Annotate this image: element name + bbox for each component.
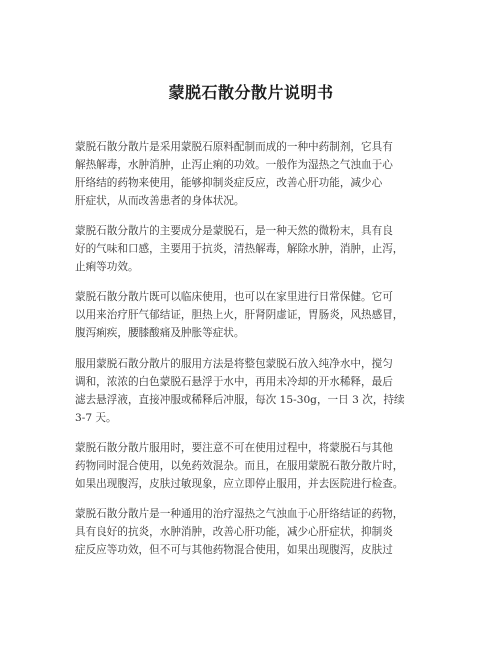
paragraph-line: 具有良好的抗炎，水肿消肿，改善心肝功能，减少心肝症状，抑制炎 bbox=[75, 526, 393, 538]
paragraph-1 bbox=[75, 138, 435, 210]
paragraph-6 bbox=[75, 505, 435, 559]
paragraph-line: 调和，浓浓的白色蒙脱石悬浮于水中，再用未冷却的开水稀释，最后 bbox=[75, 376, 393, 388]
paragraph-line: 蒙脱石散分散片的主要成分是蒙脱石，是一种天然的微粉末，具有良 bbox=[75, 225, 393, 237]
paragraph-line: 止痢等功效。 bbox=[75, 261, 139, 273]
paragraph-line: 蒙脱石散分散片是一种通用的治疗湿热之气浊血于心肝络结证的药物， bbox=[75, 508, 404, 520]
paragraph-5 bbox=[75, 439, 435, 493]
paragraph-line: 解热解毒，水肿消肿，止泻止痢的功效。一般作为湿热之气浊血于心 bbox=[75, 159, 393, 171]
paragraph-2 bbox=[75, 222, 435, 276]
paragraph-line: 蒙脱石散分散片是采用蒙脱石原料配制而成的一种中药制剂，它具有 bbox=[75, 141, 393, 153]
paragraph-line: 肝络结的药物来使用，能够抑制炎症反应，改善心肝功能，减少心 bbox=[75, 177, 383, 189]
paragraph-line: 3-7 天。 bbox=[75, 412, 117, 424]
paragraph-line: 服用蒙脱石散分散片的服用方法是将整包蒙脱石放入纯净水中，搅匀 bbox=[75, 358, 393, 370]
paragraph-line: 好的气味和口感，主要用于抗炎，清热解毒，解除水肿，消肿，止泻， bbox=[75, 243, 404, 255]
paragraph-line: 症反应等功效，但不可与其他药物混合使用，如果出现腹泻，皮肤过 bbox=[75, 544, 393, 556]
document-title: 蒙脱石散分散片说明书 bbox=[168, 83, 334, 102]
paragraph-line: 肝症状，从而改善患者的身体状况。 bbox=[75, 195, 245, 207]
paragraph-line: 以用来治疗肝气郁结证，胆热上火，肝肾阴虚证，胃肠炎，风热感冒， bbox=[75, 309, 404, 321]
paragraph-line: 如果出现腹泻，皮肤过敏现象，应立即停止服用，并去医院进行检查。 bbox=[75, 478, 404, 490]
paragraph-line: 蒙脱石散分散片既可以临床使用，也可以在家里进行日常保健。它可 bbox=[75, 291, 393, 303]
paragraph-line: 蒙脱石散分散片服用时，要注意不可在使用过程中，将蒙脱石与其他 bbox=[75, 442, 393, 454]
paragraph-4 bbox=[75, 355, 435, 427]
paragraph-line: 滤去悬浮液，直接冲服或稀释后冲服，每次 15-30g，一日 3 次，持续 bbox=[75, 394, 405, 406]
paragraph-3 bbox=[75, 288, 435, 342]
paragraph-line: 腹泻痢疾，腰膝酸痛及肿胀等症状。 bbox=[75, 327, 245, 339]
paragraph-line: 药物同时混合使用，以免药效混杂。而且，在服用蒙脱石散分散片时， bbox=[75, 460, 404, 472]
